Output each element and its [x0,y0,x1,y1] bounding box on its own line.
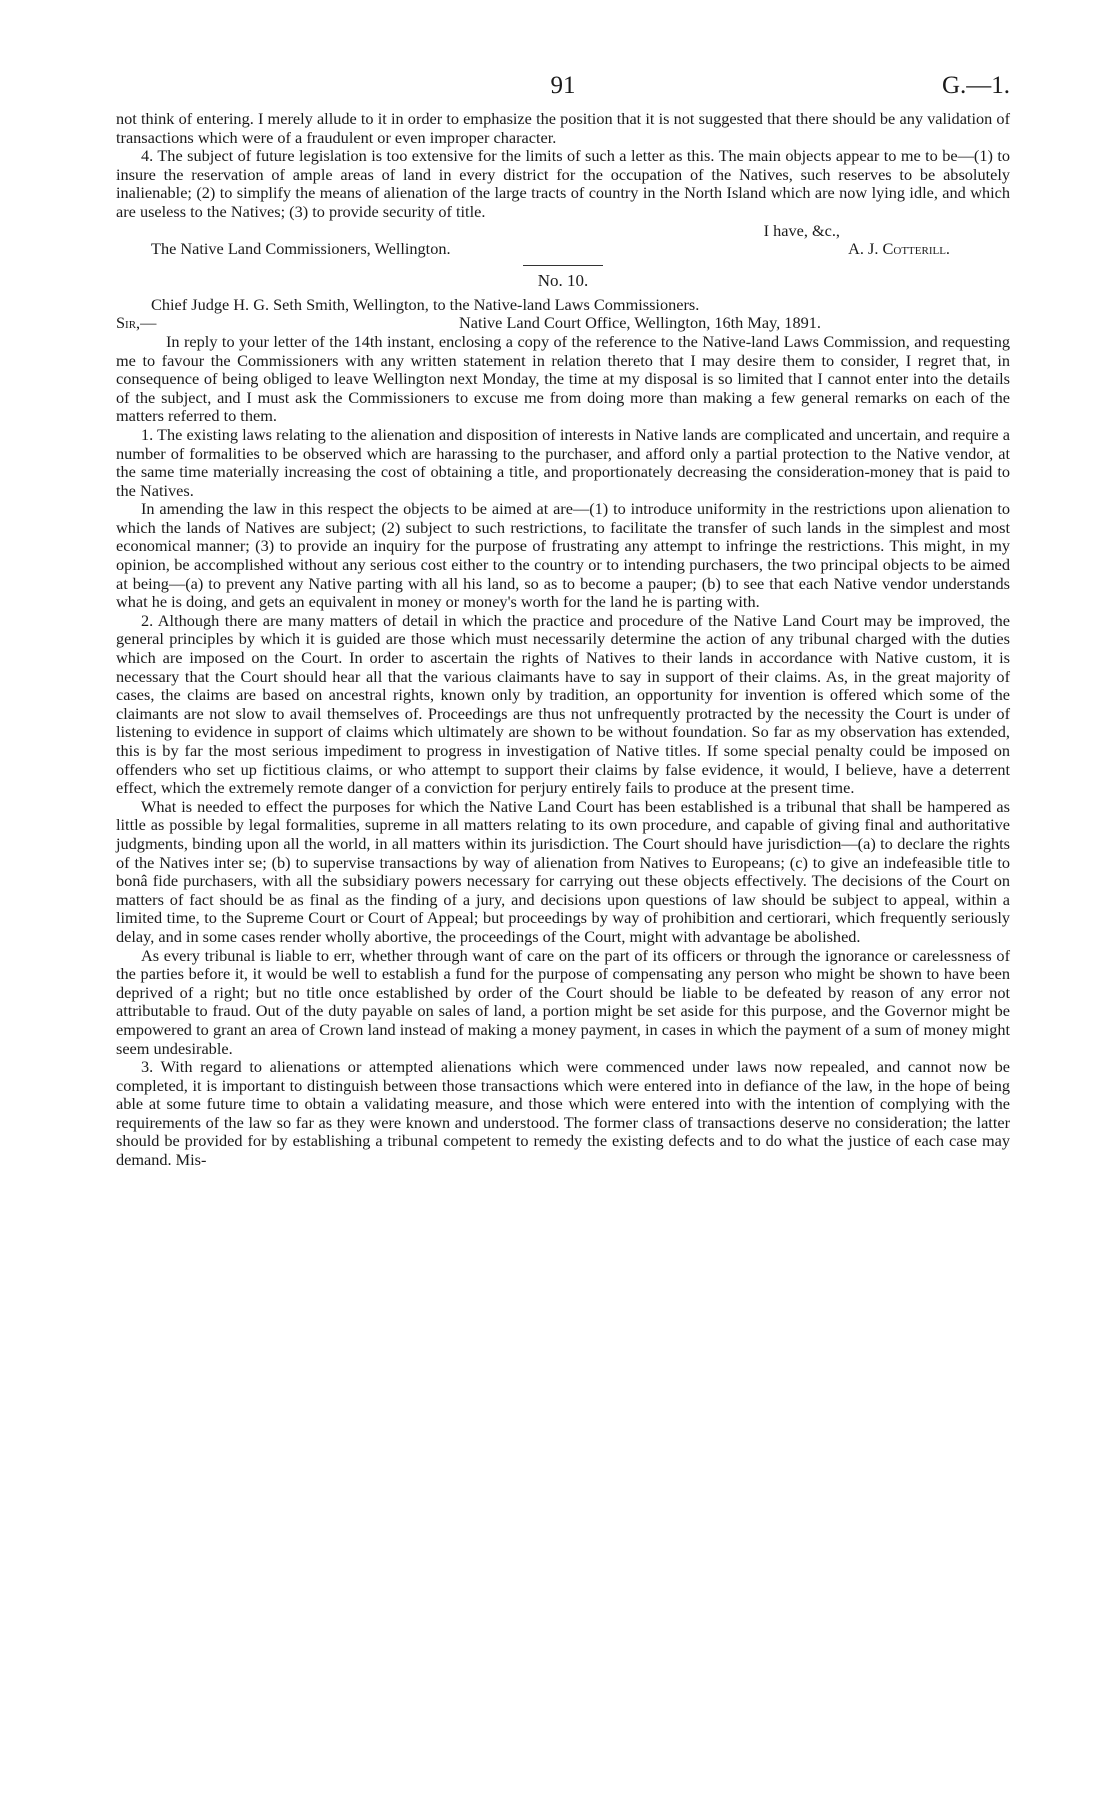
body-paragraph: In amending the law in this respect the objects to be aimed at are—(1) to introduce uniformity in the restrictions upon alienation to which the lands of Natives are subject; (2) subject to such restrictions, to facilitate the transfer of such lands in the simplest and most economical manner; (3) to provide an inquiry for the purpose of frustrating any attempt to infringe the restrictions. This might, in my opinion, be accomplished without any serious cost either to the country or to intending purchasers, the two principal objects to be aimed at being—(a) to prevent any Native parting with all his land, so as to become a pauper; (b) to see that each Native vendor understands what he is doing, and gets an equivalent in money or money's worth for the land he is parting with. [116,499,1010,612]
continued-paragraph: not think of entering. I merely allude to it in order to emphasize the position that it is not suggested that there should be any validation of transactions which were of a fraudulent or even improper character. [116,109,1010,147]
body-paragraph: As every tribunal is liable to err, whether through want of care on the part of its officers or through the ignorance or carelessness of the parties before it, it would be well to establish a fund for the purpose of compensating any person who might be shown to have been deprived of a right; but no title once established by order of the Court should be liable to be defeated by reason of any error not attributable to fraud. Out of the duty payable on sales of land, a portion might be set aside for this purpose, and the Governor might be empowered to grant an area of Crown land instead of making a money payment, in cases in which the payment of a sum of money might seem undesirable. [116,945,1010,1058]
document-page [116,72,1010,1170]
paragraph-4: 4. The subject of future legislation is too extensive for the limits of such a letter as this. The main objects appear to me to be—(1) to insure the reservation of ample areas of land in every district for the occupation of the Natives, such reserves to be absolutely inalienable; (2) to simplify the means of alienation of the large tracts of country in the North Island which are now lying idle, and which are useless to the Natives; (3) to provide security of title. [116,146,1010,221]
section-divider [523,265,603,266]
addressee: The Native Land Commissioners, Wellington. [151,239,451,259]
signature-line [116,240,1010,259]
body-paragraph: 1. The existing laws relating to the alienation and disposition of interests in Native lands are complicated and uncertain, and require a number of formalities to be observed which are harassing to the purchaser, and afford only a partial protection to the Native vendor, at the same time materially increasing the cost of obtaining a title, and proportionately decreasing the consideration-money that is paid to the Natives. [116,424,1010,500]
body-paragraph: What is needed to effect the purposes for which the Native Land Court has been established is a tribunal that shall be hampered as little as possible by legal formalities, supreme in all matters relating to its own procedure, and capable of giving final and authoritative judgments, binding upon all the world, in all matters within its jurisdiction. The Court should have jurisdiction—(a) to declare the rights of the Natives inter se; (b) to supervise transactions by way of alienation from Natives to Europeans; (c) to give an indefeasible title to bonâ fide purchasers, with all the subsidiary powers necessary for carrying out these objects effectively. The decisions of the Court on matters of fact should be as final as the finding of a jury, and decisions upon questions of law should be subject to appeal, within a limited time, to the Supreme Court or Court of Appeal; but proceedings by way of prohibition and certiorari, which frequently seriously delay, and in some cases render wholly abortive, the proceedings of the Court, might with advantage be abolished. [116,796,1010,946]
body-paragraph: 3. With regard to alienations or attempted alienations which were commenced under laws now repealed, and cannot now be completed, it is important to distinguish between those transactions which were entered into in defiance of the law, in the hope of being able at some future time to obtain a validating measure, and those which were entered into with the intention of complying with the requirements of the law so far as they were known and understood. The former class of transactions deserve no consideration; the latter should be provided for by establishing a tribunal competent to remedy the existing defects and to do what the justice of each case may demand. Mis- [116,1057,1010,1170]
page-header [116,72,1010,110]
body-paragraph: In reply to your letter of the 14th instant, enclosing a copy of the reference to the Native-land Laws Commission, and requesting me to favour the Commissioners with any written statement in relation thereto that I may desire them to consider, I regret that, in consequence of being obliged to leave Wellington next Monday, the time at my disposal is so limited that I cannot enter into the details of the subject, and I must ask the Commissioners to excuse me from doing more than making a few general remarks on each of the matters referred to them. [116,331,1010,426]
page-number: 91 [550,72,576,99]
letter-heading: Chief Judge H. G. Seth Smith, Wellington, to the Native-land Laws Commissioners. [151,294,700,314]
salutation-line [116,314,1010,333]
closing-formula: I have, &c., [763,220,840,240]
dateline: Native Land Court Office, Wellington, 16th May, 1891. [459,313,821,333]
body-paragraph: 2. Although there are many matters of detail in which the practice and procedure of the Native Land Court may be improved, the general principles by which it is guided are those which must necessarily determine the action of any tribunal charged with the duties which are imposed on the Court. In order to ascertain the rights of Natives to their lands in accordance with Native custom, it is necessary that the Court should hear all that the various claimants have to say in support of their claims. As, in the great majority of cases, the claims are based on ancestral rights, known only by tradition, an opportunity for invention is offered which some of the claimants are not slow to avail themselves of. Proceedings are thus not unfrequently protracted by the necessity the Court is under of listening to evidence in support of claims which ultimately are shown to be without foundation. So far as my observation has extended, this is by far the most serious impediment to progress in investigation of Native titles. If some special penalty could be imposed on offenders who set up fictitious claims, or who attempt to support their claims by false evidence, it would, I believe, have a deterrent effect, which the extremely remote danger of a conviction for perjury entirely fails to produce at the present time. [116,610,1010,798]
document-reference: G.—1. [941,72,1010,99]
letter-number: No. 10. [537,270,589,290]
signature: A. J. Cotterill. [848,239,950,259]
salutation: Sir,— [116,313,157,333]
